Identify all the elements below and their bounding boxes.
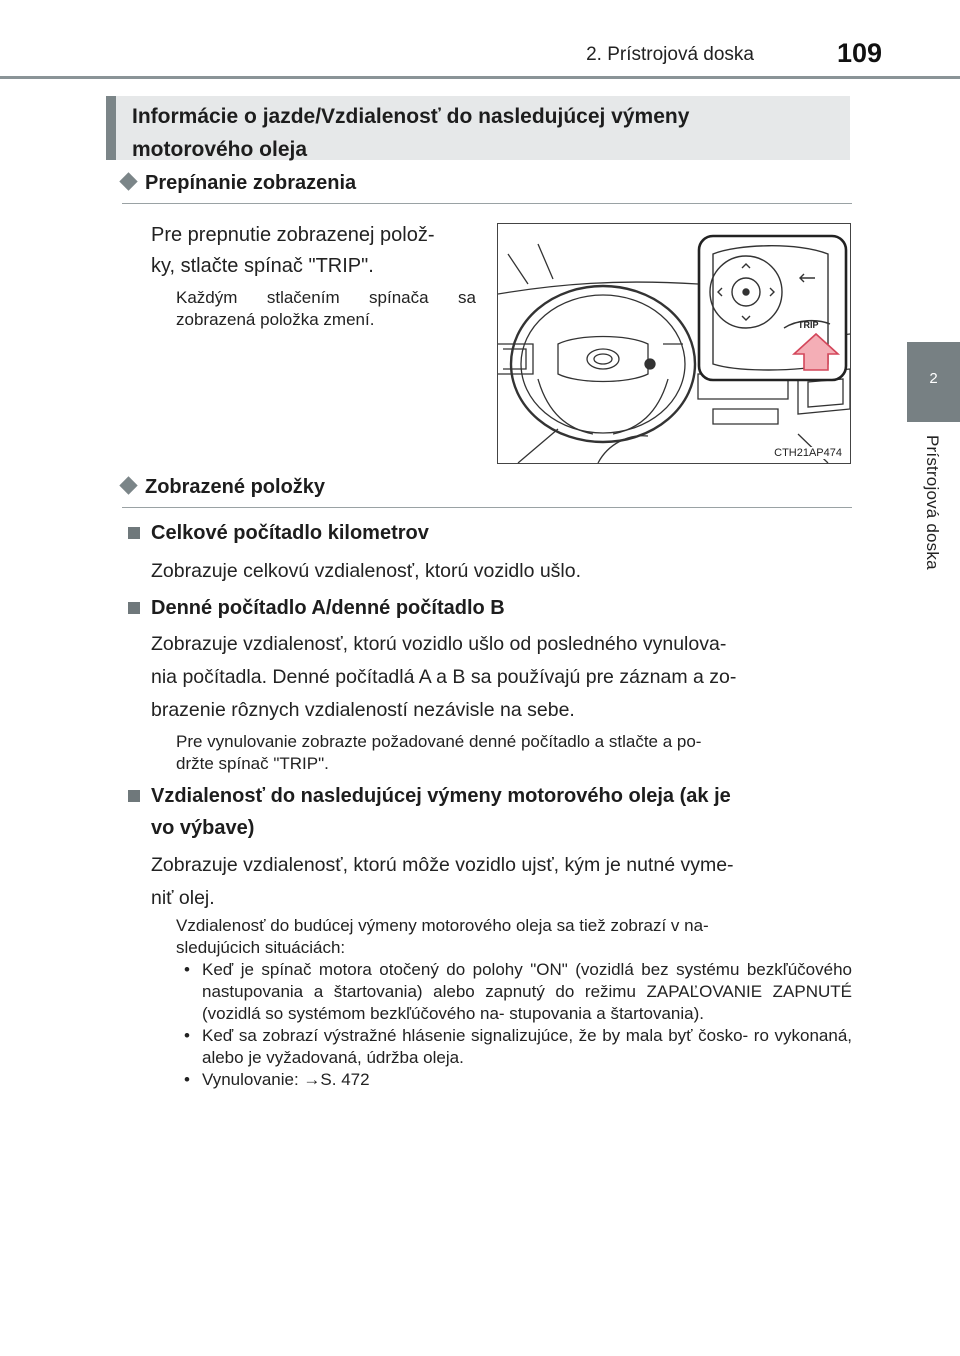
subheading-items-text: Zobrazené položky	[145, 476, 326, 498]
section-title-line1: Informácie o jazde/Vzdialenosť do nasledujúcej výmeny	[132, 105, 690, 128]
item-oil-title-line2: vo výbave)	[151, 817, 255, 839]
trip-switch-label: TRIP	[798, 320, 819, 330]
item-oil-note-line2: sledujúcich situáciách:	[176, 938, 346, 957]
subheading-items	[122, 476, 325, 499]
steering-wheel-illustration	[497, 223, 851, 464]
square-bullet-icon	[128, 790, 140, 802]
square-bullet-icon	[128, 602, 140, 614]
switching-text-line1: Pre prepnutie zobrazenej polož-	[151, 224, 435, 246]
item-trip-text	[151, 628, 851, 727]
diamond-icon	[119, 476, 137, 494]
item-oil-text-line1: Zobrazuje vzdialenosť, ktorú môže vozidlo ujsť, kým je nutné vyme-	[151, 854, 734, 876]
switching-text	[151, 220, 476, 282]
chapter-tab-number: 2	[929, 370, 938, 387]
item-odometer-title-text: Celkové počítadlo kilometrov	[151, 522, 429, 544]
diamond-icon	[119, 172, 137, 190]
item-trip-title	[128, 592, 505, 624]
item-trip-text-line2: nia počítadla. Denné počítadlá A a B sa používajú pre záznam a zo-	[151, 666, 737, 688]
item-oil-title-line1: Vzdialenosť do nasledujúcej výmeny motorového oleja (ak je	[151, 785, 731, 807]
switching-note	[176, 287, 476, 331]
item-oil-text-line2: niť olej.	[151, 887, 215, 909]
page-number: 109	[836, 38, 882, 68]
chapter-tab-label: Prístrojová doska	[923, 435, 942, 570]
item-oil-title	[128, 780, 848, 844]
switching-text-line2: ky, stlačte spínač "TRIP".	[151, 255, 374, 277]
switching-note-line1: Každým stlačením spínača sa	[176, 288, 476, 307]
section-title-line2: motorového oleja	[132, 138, 308, 161]
item-trip-text-line1: Zobrazuje vzdialenosť, ktorú vozidlo ušlo od posledného vynulova-	[151, 633, 727, 655]
subheading-rule	[122, 203, 852, 204]
square-bullet-icon	[128, 527, 140, 539]
chapter-title: 2. Prístrojová doska	[586, 44, 754, 65]
subheading-switching	[122, 172, 356, 195]
subheading-rule	[122, 507, 852, 508]
item-odometer-text: Zobrazuje celkovú vzdialenosť, ktorú vozidlo ušlo.	[151, 560, 582, 582]
list-item: • Keď sa zobrazí výstražné hlásenie signalizujúce, že by mala byť čosko- ro vykonaná, alebo je vyžadovaná, údržba oleja.	[176, 1025, 852, 1069]
item-oil-note-line1: Vzdialenosť do budúcej výmeny motorového oleja sa tiež zobrazí v na-	[176, 916, 709, 935]
steering-wheel-drawing	[498, 224, 850, 463]
subheading-switching-text: Prepínanie zobrazenia	[145, 172, 357, 194]
item-trip-note	[176, 731, 848, 775]
item-oil-text	[151, 849, 851, 915]
item-trip-note-line2: držte spínač "TRIP".	[176, 754, 329, 773]
item-trip-text-line3: brazenie rôznych vzdialeností nezávisle na sebe.	[151, 699, 575, 721]
chapter-tab	[907, 342, 960, 422]
section-title	[106, 96, 850, 160]
item-oil-bullet-list	[176, 959, 852, 1091]
item-trip-title-text: Denné počítadlo A/denné počítadlo B	[151, 597, 505, 619]
item-odometer-title	[128, 517, 429, 549]
header-rule	[0, 76, 960, 79]
item-trip-note-line1: Pre vynulovanie zobrazte požadované denné počítadlo a stlačte a po-	[176, 732, 702, 751]
figure-code: CTH21AP474	[774, 447, 842, 459]
list-item: • Keď je spínač motora otočený do polohy "ON" (vozidlá bez systému bezkľúčového nastupovania a štartovania) alebo zapnutý do režimu ZAPAĽOVANIE ZAPNUTÉ (vozidlá so systémom bezkľúčového na- stupovania a štartovania).	[176, 959, 852, 1025]
switching-note-line2: zobrazená položka zmení.	[176, 310, 375, 329]
reset-reference-link[interactable]: • Vynulovanie: →S. 472	[176, 1069, 852, 1091]
item-oil-note	[176, 915, 852, 1091]
